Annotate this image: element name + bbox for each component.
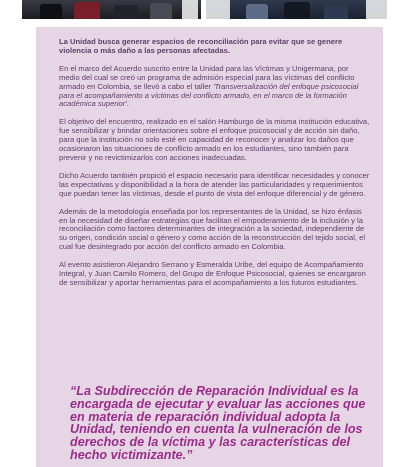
- paragraph-methodology: Además de la metodología enseñada por los representantes de la Unidad, se hizo énfasis en la necesidad de diseñar estrategias que facilitan el empoderamiento de la inclusión y la reconciliación como factores determinantes de integración a la sociedad, independiente de su origen, condición social o género y como acción de la reconstrucción del tejido social, el cual fue desintegrado por acción del conflicto armado en Colombia.: [59, 206, 366, 252]
- workshop-title: 'Transversalización del enfoque psicosocial para el acompañamiento a víctimas del conflicto armado, en el marco de la formación académica superior': [59, 81, 359, 109]
- article-body: [59, 38, 371, 297]
- paragraph-needs: Dicho Acuerdo también propició el espacio necesario para identificar necesidades y conocer las expectativas y disponibilidad a la hora de atender las particularidades y requerimientos que puedan tener las víctimas, desde el punto de vista del enfoque diferencial y de género.: [59, 170, 370, 198]
- event-photo-left: [22, 0, 201, 19]
- article-lead: La Unidad busca generar espacios de reconciliación para evitar que se genere violencia o más daño a las personas afectadas.: [59, 37, 343, 55]
- paragraph-agreement: En el marco del Acuerdo suscrito entre la Unidad para las Víctimas y Unigermana, por medio del cual se creó un programa de admisión especial para las víctimas del conflicto armado en Colombia, se llevó a cabo el taller 'Transversalización del enfoque psicosocial para el acompañamiento a víctimas del conflicto armado, en el marco de la formación académica superior'.: [59, 63, 359, 109]
- paragraph-objective: El objetivo del encuentro, realizado en el salón Hamburgo de la misma institución educativa, fue sensibilizar y brindar orientaciones sobre el enfoque psicosocial y de acción sin daño, para que la institución no solo esté en capacidad de reconocer y analizar los daños que ocasionaron las situaciones de conflicto armado en los estudiantes, sino también para prevenir y no revictimizarlos con acciones inadecuadas.: [59, 117, 370, 162]
- photo-strip: [0, 0, 400, 22]
- paragraph-attendees: Al evento asistieron Alejandro Serrano y Esmeralda Uribe, del equipo de Acompañamiento Integral, y Juan Camilo Romero, del Grupo de Enfoque Psicosocial, quienes se encargaron de sensibilizar y aportar herramientas para el acompañamiento a los futuros estudiantes.: [59, 260, 366, 287]
- pull-quote: “La Subdirección de Reparación Individual es la encargada de ejecutar y evaluar las acciones que en materia de reparación individual adopta la Unidad, teniendo en cuenta la vulneración de los derechos de la víctima y las características del hecho victimizante.”: [70, 384, 366, 462]
- event-photo-right: [206, 0, 387, 19]
- article-panel: [36, 27, 383, 467]
